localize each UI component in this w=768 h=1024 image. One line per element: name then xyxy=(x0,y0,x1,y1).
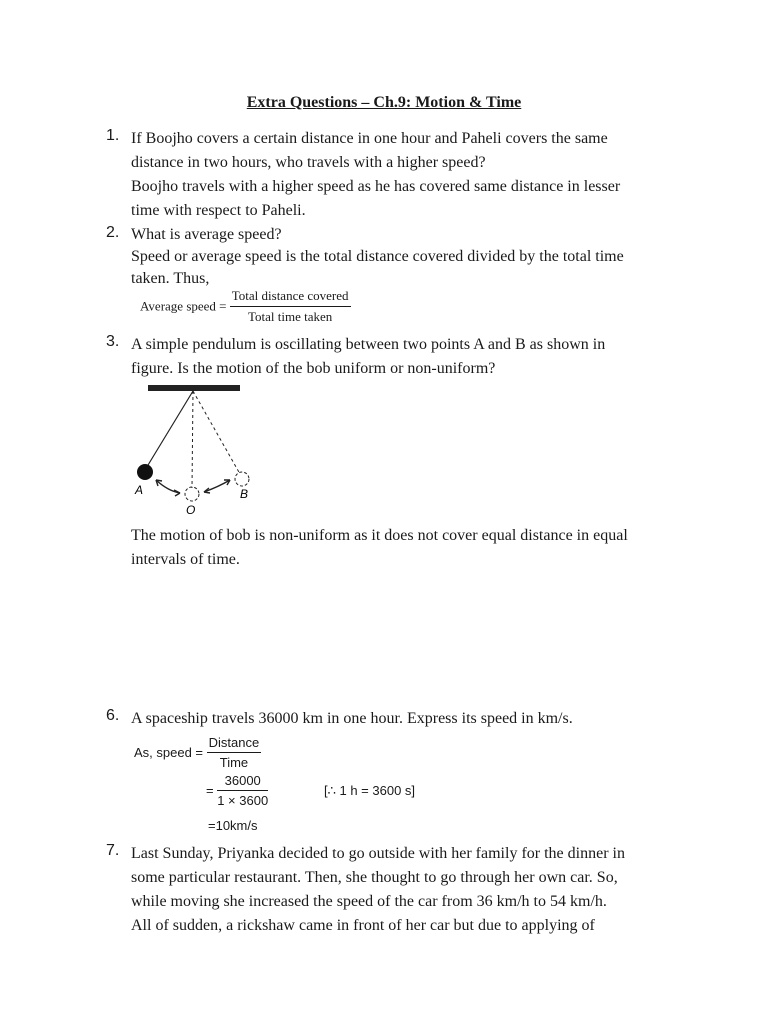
average-speed-formula xyxy=(140,288,351,325)
formula-numerator: Total distance covered xyxy=(230,288,351,307)
pendulum-figure xyxy=(120,380,280,520)
answer-line: Boojho travels with a higher speed as he has covered same distance in lesser xyxy=(131,178,621,195)
question-line: What is average speed? xyxy=(131,226,282,243)
calc-fraction-2 xyxy=(217,773,268,808)
bob-at-a xyxy=(137,464,153,480)
speed-calc-line2 xyxy=(206,773,268,808)
formula-fraction xyxy=(230,288,351,325)
pendulum-support xyxy=(148,385,240,391)
question-line: If Boojho covers a certain distance in one hour and Paheli covers the same xyxy=(131,130,608,147)
string-at-b xyxy=(193,391,240,474)
question-line: while moving she increased the speed of the car from 36 km/h to 54 km/h. xyxy=(131,893,607,910)
question-line: All of sudden, a rickshaw came in front of her car but due to applying of xyxy=(131,917,595,934)
calc-equals: = xyxy=(206,783,214,798)
question-text xyxy=(131,224,706,290)
question-line: figure. Is the motion of the bob uniform or non-uniform? xyxy=(131,360,496,377)
question-line: distance in two hours, who travels with a higher speed? xyxy=(131,154,486,171)
question-6 xyxy=(106,707,706,731)
question-line: A spaceship travels 36000 km in one hour. Express its speed in km/s. xyxy=(131,710,573,727)
question-2 xyxy=(106,224,706,290)
page-title: Extra Questions – Ch.9: Motion & Time xyxy=(246,94,522,111)
answer-line: Speed or average speed is the total distance covered divided by the total time xyxy=(131,248,624,265)
string-at-o xyxy=(192,391,193,488)
question-3 xyxy=(106,333,706,381)
question-1 xyxy=(106,127,706,223)
label-a: A xyxy=(135,483,144,497)
question-number: 1. xyxy=(106,127,120,144)
question-text xyxy=(131,842,706,938)
calc-denominator: Time xyxy=(219,755,249,770)
calc-prefix: As, speed = xyxy=(134,745,204,760)
calc-numerator: Distance xyxy=(207,735,262,753)
answer-line: intervals of time. xyxy=(131,551,240,568)
calc-denominator: 1 × 3600 xyxy=(217,793,269,808)
answer-text xyxy=(131,524,706,572)
question-number: 6. xyxy=(106,707,120,724)
question-line: A simple pendulum is oscillating between two points A and B as shown in xyxy=(131,336,606,353)
calc-numerator: 36000 xyxy=(217,773,268,791)
question-number: 7. xyxy=(106,842,120,859)
question-text xyxy=(131,127,706,223)
string-at-a xyxy=(145,391,193,470)
calc-result: =10km/s xyxy=(208,818,258,833)
question-7 xyxy=(106,842,706,938)
formula-lhs: Average speed = xyxy=(140,298,227,314)
calc-note: [∴ 1 h = 3600 s] xyxy=(324,783,416,798)
question-line: Last Sunday, Priyanka decided to go outside with her family for the dinner in xyxy=(131,845,625,862)
arc-arrow-right xyxy=(204,480,230,492)
question-number: 3. xyxy=(106,333,120,350)
question-number: 2. xyxy=(106,224,120,241)
answer-3 xyxy=(106,524,706,572)
formula-denominator: Total time taken xyxy=(247,309,333,324)
question-text xyxy=(131,333,706,381)
bob-at-b xyxy=(235,472,249,486)
question-line: some particular restaurant. Then, she thought to go through her own car. So, xyxy=(131,869,618,886)
bob-at-o xyxy=(185,487,199,501)
answer-line: time with respect to Paheli. xyxy=(131,202,306,219)
label-b: B xyxy=(240,487,249,501)
label-o: O xyxy=(186,503,196,517)
calc-fraction-1 xyxy=(207,735,262,770)
answer-line: The motion of bob is non-uniform as it does not cover equal distance in equal xyxy=(131,527,628,544)
question-text xyxy=(131,707,706,731)
speed-calc-line1 xyxy=(134,735,261,770)
answer-line: taken. Thus, xyxy=(131,270,210,287)
